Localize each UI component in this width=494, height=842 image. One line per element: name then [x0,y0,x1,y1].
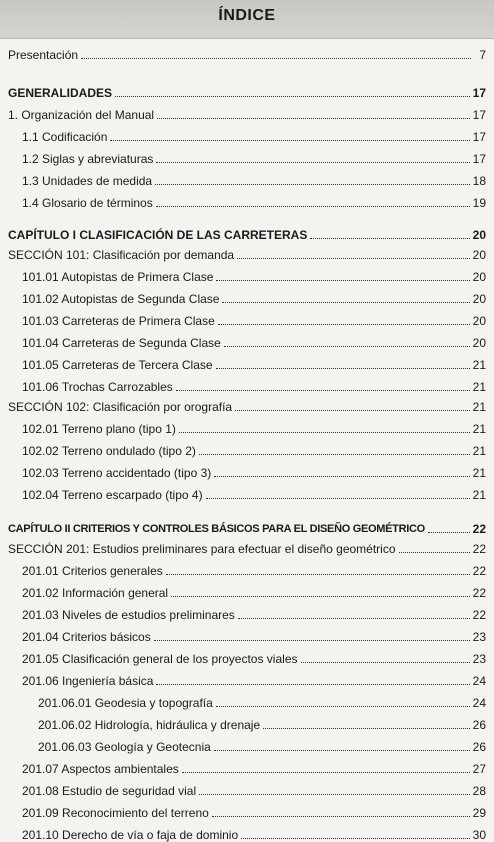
page-title: ÍNDICE [218,7,276,24]
toc-entry-page: 23 [472,630,486,644]
toc-entry-title: 201.08 Estudio de seguridad vial [22,784,197,798]
dot-leader [199,454,470,455]
toc-entry[interactable] [22,288,486,306]
toc-entry-title: 201.06.01 Geodesia y topografía [38,696,213,710]
toc-entry[interactable] [8,538,486,556]
toc-entry-page: 21 [472,400,486,414]
toc-entry-title: 102.02 Terreno ondulado (tipo 2) [22,444,196,458]
toc-entry-page: 21 [472,380,486,394]
toc-entry-title: CAPÍTULO I CLASIFICACIÓN DE LAS CARRETERAS [8,228,308,242]
dot-leader [155,184,470,185]
toc-entry-title: 101.02 Autopistas de Segunda Clase [22,292,220,306]
dot-leader [214,750,470,751]
toc-entry[interactable] [22,266,486,284]
toc-entry[interactable] [22,126,486,144]
toc-entry[interactable] [22,148,486,166]
dot-leader [212,816,470,817]
dot-leader [428,532,470,533]
toc-entry-page: 20 [472,228,486,242]
toc-entry-title: CAPÍTULO II CRITERIOS Y CONTROLES BÁSICOS PARA EL DISEÑO GEOMÉTRICO [8,523,425,535]
toc-entry[interactable] [8,518,486,536]
toc-entry-title: 102.04 Terreno escarpado (tipo 4) [22,488,203,502]
toc-entry-page: 21 [472,466,486,480]
toc-entry-page: 17 [472,86,486,100]
toc-entry[interactable] [22,170,486,188]
toc-entry-page: 20 [472,270,486,284]
toc-entry-page: 22 [472,608,486,622]
toc-entry[interactable] [8,396,486,414]
toc-entry-page: 21 [472,488,486,502]
toc-entry[interactable] [8,104,486,122]
dot-leader [176,390,470,391]
dot-leader [166,574,470,575]
toc-entry-title: 101.04 Carreteras de Segunda Clase [22,336,221,350]
dot-leader [154,640,470,641]
toc-entry-title: Presentación [8,48,79,62]
toc-entry[interactable] [22,462,486,480]
toc-entry-title: 1.3 Unidades de medida [22,174,153,188]
toc-entry-page: 18 [472,174,486,188]
toc-entry[interactable] [38,714,486,732]
toc-entry-page: 21 [472,444,486,458]
dot-leader [263,728,469,729]
toc-entry[interactable] [22,780,486,798]
toc-entry[interactable] [22,670,486,688]
toc-entry[interactable] [8,224,486,242]
dot-leader [399,552,470,553]
toc-entry[interactable] [22,560,486,578]
toc-entry-title: SECCIÓN 201: Estudios preliminares para efectuar el diseño geométrico [8,542,396,556]
dot-leader [214,476,469,477]
dot-leader [156,162,469,163]
toc-entry-page: 17 [472,108,486,122]
toc-entry[interactable] [22,332,486,350]
toc-entry[interactable] [22,626,486,644]
dot-leader [222,302,469,303]
toc-entry-title: 201.06.03 Geología y Geotecnia [38,740,211,754]
toc-entry-page: 17 [472,130,486,144]
toc-entry-title: 201.05 Clasificación general de los proyectos viales [22,652,298,666]
dot-leader [110,140,469,141]
toc-entry-page: 27 [472,762,486,776]
toc-entry-title: 101.03 Carreteras de Primera Clase [22,314,215,328]
toc-entry-title: SECCIÓN 101: Clasificación por demanda [8,248,235,262]
dot-leader [238,618,470,619]
toc-entry-page: 26 [472,740,486,754]
dot-leader [224,346,470,347]
toc-entry[interactable] [22,802,486,820]
dot-leader [171,596,470,597]
toc-entry-page: 20 [472,336,486,350]
toc-entry-title: 201.06 Ingeniería básica [22,674,154,688]
toc-entry-page: 20 [472,314,486,328]
dot-leader [199,794,470,795]
toc-entry[interactable] [38,736,486,754]
toc-entry[interactable] [22,484,486,502]
dot-leader [301,662,470,663]
toc-entry-page: 20 [472,292,486,306]
dot-leader [156,684,469,685]
dot-leader [115,96,470,97]
dot-leader [235,410,470,411]
dot-leader [157,118,470,119]
dot-leader [216,368,470,369]
toc-entry-page: 21 [472,422,486,436]
dot-leader [218,324,470,325]
toc-entry[interactable] [22,648,486,666]
toc-entry[interactable] [8,82,486,100]
toc-entry-page: 26 [472,718,486,732]
toc-entry-page: 30 [472,828,486,842]
toc-entry-page: 23 [472,652,486,666]
toc-entry-title: 101.06 Trochas Carrozables [22,380,173,394]
toc-entry-page: 21 [472,358,486,372]
toc-entry[interactable] [22,192,486,210]
toc-entry-page: 29 [472,806,486,820]
toc-entry-page: 22 [472,586,486,600]
dot-leader [216,280,469,281]
toc-entry-title: 201.09 Reconocimiento del terreno [22,806,209,820]
toc-entry-title: 201.02 Información general [22,586,169,600]
toc-entry-title: 201.07 Aspectos ambientales [22,762,179,776]
toc-entry-page: 24 [472,674,486,688]
toc-entry[interactable] [22,418,486,436]
toc-entry-title: GENERALIDADES [8,86,113,100]
toc-entry-page: 24 [472,696,486,710]
toc-entry-page: 22 [472,542,486,556]
dot-leader [182,772,470,773]
dot-leader [216,706,470,707]
toc-entry[interactable] [8,44,486,62]
toc-entry-page: 19 [472,196,486,210]
toc-entry-title: 1. Organización del Manual [8,108,155,122]
toc-entry-title: 201.04 Criterios básicos [22,630,151,644]
toc-entry[interactable] [22,582,486,600]
index-header [0,0,494,39]
dot-leader [156,206,470,207]
toc-entry-page: 22 [472,564,486,578]
toc-entry-title: 102.03 Terreno accidentado (tipo 3) [22,466,212,480]
toc-entry[interactable] [22,354,486,372]
dot-leader [237,258,470,259]
toc-entry[interactable] [8,244,486,262]
dot-leader [81,58,471,59]
toc-entry-title: 201.01 Criterios generales [22,564,163,578]
toc-entry-page: 22 [472,522,486,536]
dot-leader [206,498,470,499]
toc-entry[interactable] [22,758,486,776]
dot-leader [179,432,470,433]
toc-entry-page: 17 [472,152,486,166]
toc-entry-title: 201.06.02 Hidrología, hidráulica y drenaje [38,718,261,732]
toc-entry-title: 201.03 Niveles de estudios preliminares [22,608,235,622]
toc-entry-title: 101.05 Carreteras de Tercera Clase [22,358,213,372]
toc-entry-title: 101.01 Autopistas de Primera Clase [22,270,214,284]
toc-entry-title: 1.4 Glosario de términos [22,196,153,210]
toc-entry[interactable] [22,824,486,842]
toc-entry-title: 1.2 Siglas y abreviaturas [22,152,154,166]
dot-leader [310,238,469,239]
toc-entry[interactable] [22,440,486,458]
toc-entry-page: 20 [472,248,486,262]
toc-entry-title: 1.1 Codificación [22,130,108,144]
toc-entry[interactable] [38,692,486,710]
toc-entry-title: 201.10 Derecho de vía o faja de dominio [22,828,239,842]
toc-entry-title: 102.01 Terreno plano (tipo 1) [22,422,176,436]
toc-entry-title: SECCIÓN 102: Clasificación por orografía [8,400,233,414]
toc-entry[interactable] [22,604,486,622]
toc-entry[interactable] [22,310,486,328]
toc-entry[interactable] [22,376,486,394]
toc-entry-page: 28 [472,784,486,798]
toc-entry-page: 7 [479,48,486,62]
dot-leader [241,838,469,839]
